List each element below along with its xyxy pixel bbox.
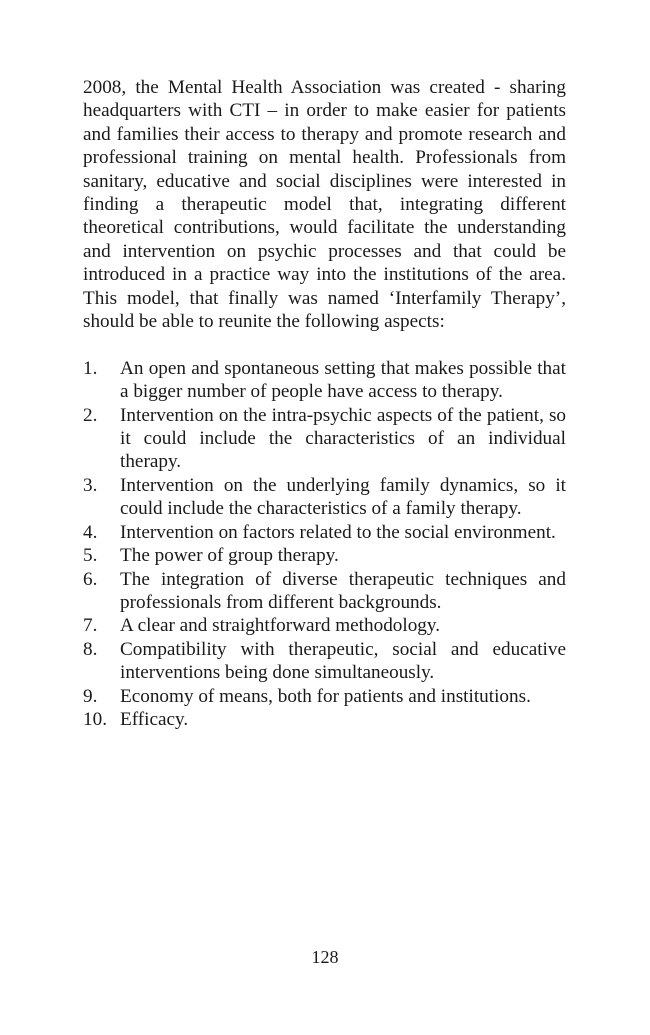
list-item (83, 404, 566, 474)
list-item (83, 685, 566, 708)
list-item (83, 521, 566, 544)
list-item-number: 7. (83, 615, 98, 637)
list-item-number: 10. (83, 708, 107, 730)
list-item-number: 6. (83, 568, 98, 590)
list-item-text: Intervention on factors related to the social environment. (120, 521, 556, 543)
list-item-number: 8. (83, 638, 98, 660)
body-paragraph: 2008, the Mental Health Association was created - sharing headquarters with CTI – in order to make easier for patients and families their access to therapy and promote research and professional training on mental health. Professionals from sanitary, educative and social disciplines were interested in finding a therapeutic model that, integrating different theoretical contributions, would facilitate the understanding and intervention on psychic processes and that could be introduced in a practice way into the institutions of the area. This model, that finally was named ‘Interfamily Therapy’, should be able to reunite the following aspects: (83, 77, 566, 333)
list-item-text: Compatibility with therapeutic, social and educative interventions being done simultaneously. (120, 638, 566, 684)
list-item-text: Intervention on the intra-psychic aspects of the patient, so it could include the characteristics of an individual therapy. (120, 404, 566, 473)
list-item-number: 5. (83, 545, 98, 567)
list-item (83, 708, 566, 731)
page-body (83, 76, 566, 731)
list-item (83, 474, 566, 521)
list-item-number: 3. (83, 474, 98, 496)
list-item-text: The integration of diverse therapeutic techniques and professionals from different backgrounds. (120, 568, 566, 613)
list-item-number: 9. (83, 685, 98, 707)
list-item-text: The power of group therapy. (120, 545, 339, 567)
list-item (83, 568, 566, 615)
list-item-text: A clear and straightforward methodology. (120, 615, 441, 637)
list-item-text: Economy of means, both for patients and institutions. (120, 685, 531, 707)
list-item-text: Efficacy. (120, 708, 189, 730)
list-item-number: 2. (83, 404, 98, 426)
page-number: 128 (311, 947, 339, 967)
list-item (83, 638, 566, 685)
list-item (83, 357, 566, 404)
list-item-number: 4. (83, 521, 98, 543)
list-item (83, 544, 566, 567)
aspects-list (83, 357, 566, 732)
list-item-text: Intervention on the underlying family dynamics, so it could include the characteristics of a family therapy. (120, 474, 566, 520)
list-item (83, 614, 566, 637)
list-item-text: An open and spontaneous setting that makes possible that a bigger number of people have access to therapy. (120, 357, 566, 403)
list-item-number: 1. (83, 357, 98, 379)
